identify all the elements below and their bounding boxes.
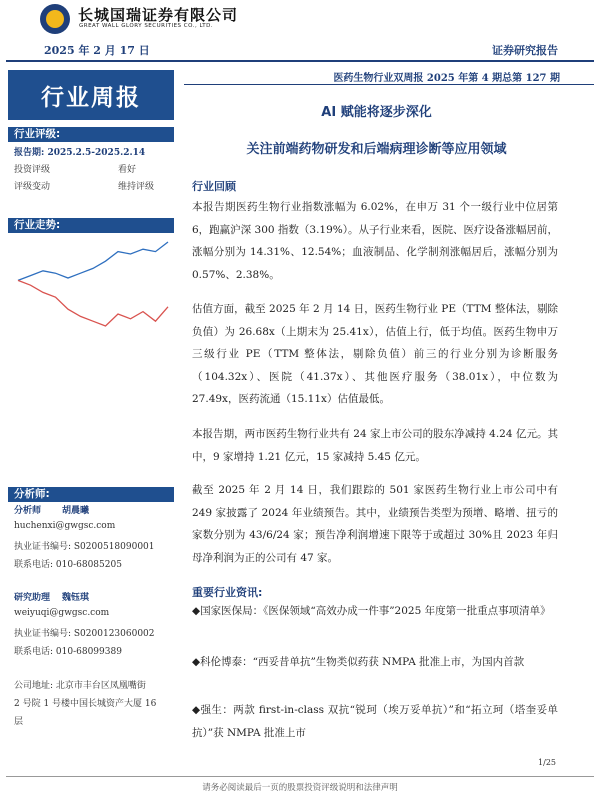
logo-emblem-icon <box>46 10 64 28</box>
company-name-cn: 长城国瑞证券有限公司 <box>78 6 239 24</box>
report-series: 医药生物行业双周报 2025 年第 4 期总第 127 期 <box>333 73 560 84</box>
report-category-banner: 行业周报 <box>8 70 174 120</box>
report-date: 2025 年 2 月 17 日 <box>44 44 150 57</box>
news-item-2: ◆科伦博泰：“西妥昔单抗”生物类似药获 NMPA 批准上市，为国内首款 <box>192 656 525 668</box>
header-divider <box>6 60 594 62</box>
company-address-line1: 公司地址: 北京市丰台区凤凰嘴街 <box>14 681 146 691</box>
analyst1-phone: 联系电话: 010-68085205 <box>14 560 122 570</box>
footer-divider <box>6 776 594 777</box>
paragraph-valuation: 估值方面，截至 2025 年 2 月 14 日，医药生物行业 PE（TTM 整体法，剔除负值）为 26.68x（上期末为 25.41x），估值上行，低于均值。医药生物申万三级行业 PE（TTM 整体法，剔除负值）前三的行业分别为诊断服务（104.32x）、医院（41.37x）、其他医疗服务（38.01x），中位数为 27.49x，医药流通（15.11x）估值最低。 <box>192 303 558 405</box>
analyst2-name: 魏钰琪 <box>62 593 90 603</box>
analyst1-title: 分析师 <box>14 506 42 516</box>
report-period: 报告期: 2025.2.5-2025.2.14 <box>14 148 146 158</box>
analyst2-cert: 执业证书编号: S0200123060002 <box>14 629 155 639</box>
industry-trend-chart <box>12 236 174 332</box>
report-subtitle: 关注前端药物研发和后端病理诊断等应用领域 <box>246 142 507 157</box>
page-number: 1/25 <box>538 758 556 767</box>
analyst1-cert: 执业证书编号: S0200518090001 <box>14 542 155 552</box>
analyst2-title: 研究助理 <box>14 593 51 603</box>
paragraph-earnings-preview: 截至 2025 年 2 月 14 日，我们跟踪的 501 家医药生物行业上市公司中有 249 家披露了 2024 年业绩预告。其中，业绩预告类型为预增、略增、扭亏的家数分别为 43/6/24 家；预告净利润增速下限等于或超过 30%且 2023 年归母净利润为正的公司有 47 家。 <box>192 484 558 564</box>
news-item-3: ◆强生：两款 first-in-class 双抗“锐珂（埃万妥单抗）”和“拓立珂（塔奎妥单抗）”获 NMPA 批准上市 <box>192 704 558 739</box>
rating-section-header: 行业评级: <box>8 127 174 142</box>
footer-disclaimer: 请务必阅读最后一页的股票投资评级说明和法律声明 <box>202 783 398 793</box>
trend-section-header: 行业走势: <box>8 218 174 233</box>
company-name-en: GREAT WALL GLORY SECURITIES CO., LTD. <box>79 23 214 29</box>
series-divider <box>184 84 594 85</box>
report-type: 证券研究报告 <box>492 44 558 57</box>
section-industry-news: 重要行业资讯: <box>192 586 263 599</box>
paragraph-index-performance: 本报告期医药生物行业指数涨幅为 6.02%，在申万 31 个一级行业中位居第 6，跑赢沪深 300 指数（3.19%）。从子行业来看，医院、医疗设备涨幅居前，涨幅分别为 14.31%、12.54%；血液制品、化学制剂涨幅居后，涨幅分别为 0.57%、2.38%。 <box>192 201 559 281</box>
news-item-1: ◆国家医保局：《医保领域“高效办成一件事”2025 年度第一批重点事项清单》 <box>192 605 551 617</box>
report-title: AI 赋能将逐步深化 <box>321 105 432 120</box>
rating-value: 看好 <box>118 165 137 175</box>
rating-label: 投资评级 <box>14 165 51 175</box>
trend-series-line-2 <box>18 280 168 326</box>
analyst1-email[interactable]: huchenxi@gwgsc.com <box>14 521 116 531</box>
rating-change-label: 评级变动 <box>14 182 51 192</box>
analyst2-email[interactable]: weiyuqi@gwgsc.com <box>14 608 110 618</box>
rating-change-value: 维持评级 <box>118 182 155 192</box>
analyst-section-header: 分析师: <box>8 487 174 502</box>
company-address-line3: 层 <box>14 717 24 727</box>
section-industry-review: 行业回顾 <box>192 180 236 193</box>
paragraph-shareholder-changes: 本报告期，两市医药生物行业共有 24 家上市公司的股东净减持 4.24 亿元。其中，9 家增持 1.21 亿元，15 家减持 5.45 亿元。 <box>192 428 558 463</box>
trend-series-line-1 <box>18 242 168 280</box>
company-address-line2: 2 号院 1 号楼中国长城资产大厦 16 <box>14 699 157 709</box>
analyst2-phone: 联系电话: 010-68099389 <box>14 647 122 657</box>
analyst1-name: 胡晨曦 <box>62 506 90 516</box>
